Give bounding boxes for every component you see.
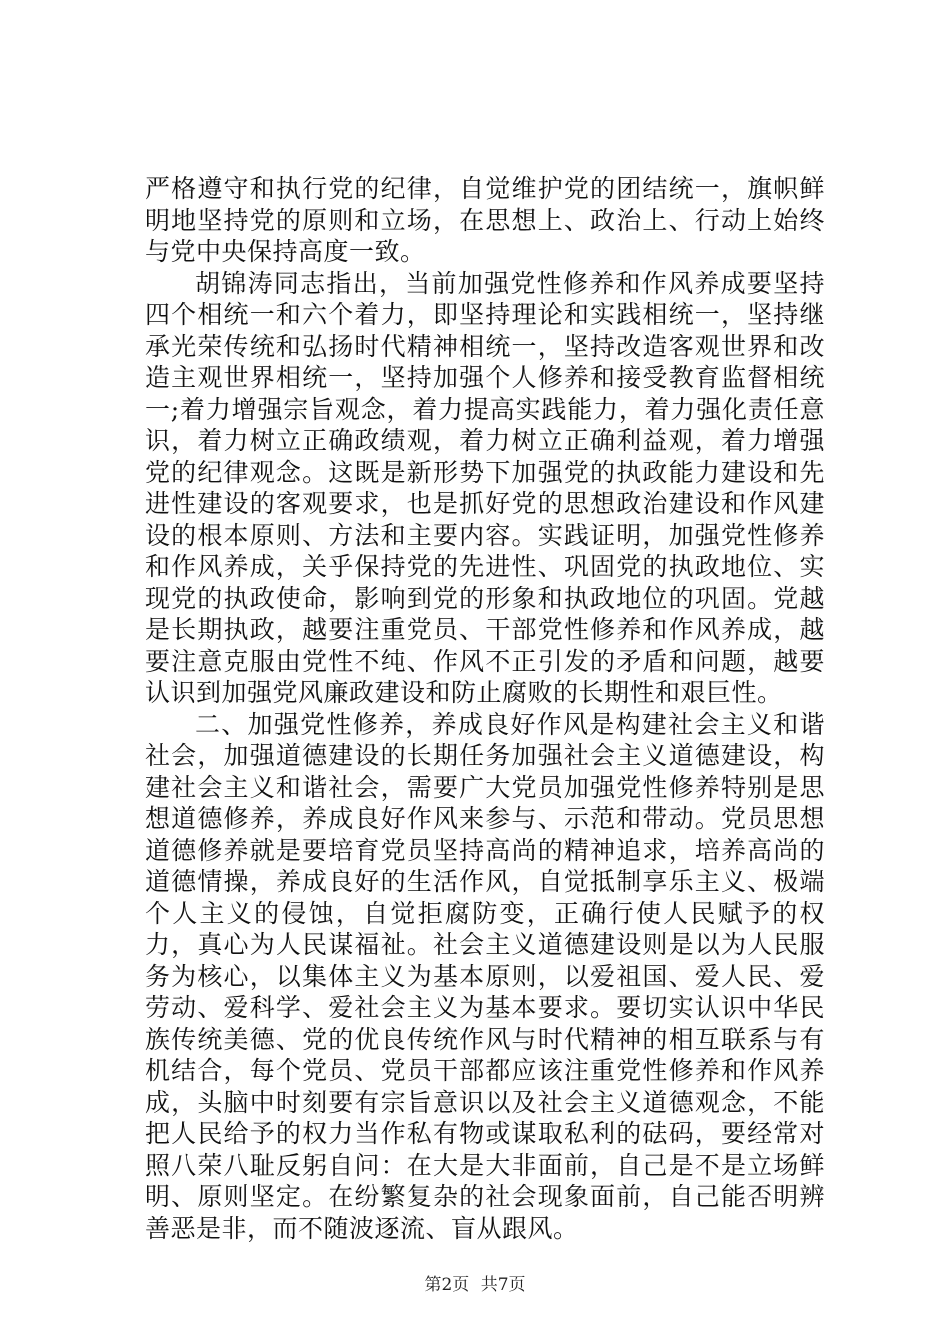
page-number: 第2页: [424, 1275, 470, 1295]
page-total: 共7页: [480, 1275, 526, 1295]
paragraph-2: 胡锦涛同志指出，当前加强党性修养和作风养成要坚持四个相统一和六个着力，即坚持理论和实践相统一，坚持继承光荣传统和弘扬时代精神相统一，坚持改造客观世界和改造主观世界相统一，坚持加强个人修养和接受教育监督相统一;着力增强宗旨观念，着力提高实践能力，着力强化责任意识，着力树立正确政绩观，着力树立正确利益观，着力增强党的纪律观念。这既是新形势下加强党的执政能力建设和先进性建设的客观要求，也是抓好党的思想政治建设和作风建设的根本原则、方法和主要内容。实践证明，加强党性修养和作风养成，关乎保持党的先进性、巩固党的执政地位、实现党的执政使命，影响到党的形象和执政地位的巩固。党越是长期执政，越要注重党员、干部党性修养和作风养成，越要注意克服由党性不纯、作风不正引发的矛盾和问题，越要认识到加强党风廉政建设和防止腐败的长期性和艰巨性。: [145, 268, 825, 707]
paragraph-3: 二、加强党性修养，养成良好作风是构建社会主义和谐社会，加强道德建设的长期任务加强社会主义道德建设，构建社会主义和谐社会，需要广大党员加强党性修养特别是思想道德修养，养成良好作风来参与、示范和带动。党员思想道德修养就是要培育党员坚持高尚的精神追求，培养高尚的道德情操，养成良好的生活作风，自觉抵制享乐主义、极端个人主义的侵蚀，自觉拒腐防变，正确行使人民赋予的权力，真心为人民谋福祉。社会主义道德建设则是以为人民服务为核心，以集体主义为基本原则，以爱祖国、爱人民、爱劳动、爱科学、爱社会主义为基本要求。要切实认识中华民族传统美德、党的优良传统作风与时代精神的相互联系与有机结合，每个党员、党员干部都应该注重党性修养和作风养成，头脑中时刻要有宗旨意识以及社会主义道德观念，不能把人民给予的权力当作私有物或谋取私利的砝码，要经常对照八荣八耻反躬自问：在大是大非面前，自己是不是立场鲜明、原则坚定。在纷繁复杂的社会现象面前，自己能否明辨善恶是非，而不随波逐流、盲从跟风。: [145, 709, 825, 1243]
page-footer: [0, 1270, 950, 1295]
document-body: [145, 173, 825, 1244]
paragraph-1: 严格遵守和执行党的纪律，自觉维护党的团结统一，旗帜鲜明地坚持党的原则和立场，在思想上、政治上、行动上始终与党中央保持高度一致。: [145, 174, 825, 266]
